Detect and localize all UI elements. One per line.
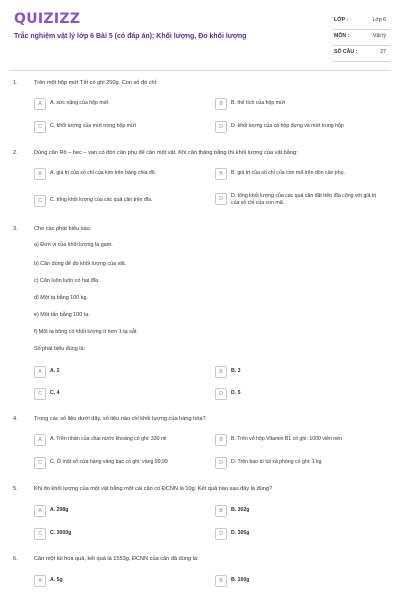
option-letter-box: B bbox=[215, 168, 227, 180]
option-text: B. giá trị của số chỉ của con mã trên đòn cân phụ. bbox=[231, 170, 345, 176]
option-text: C. tổng khối lượng của các quả cân trên đĩa. bbox=[50, 197, 153, 203]
question-number: 6. bbox=[13, 556, 18, 562]
option-letter-box: D bbox=[215, 528, 227, 540]
meta-value: Lớp 6 bbox=[372, 17, 386, 23]
option-text: A. sức nặng của hộp mứt bbox=[50, 100, 109, 106]
option-letter-box: D bbox=[215, 457, 227, 469]
option-text: D. tổng khối lượng của các quả cân đặt trên đĩa cộng với giá trị của số chỉ của con mã. bbox=[231, 193, 377, 206]
option-letter-box: A bbox=[34, 434, 46, 446]
option-text: A. 298g bbox=[50, 507, 69, 513]
option-text: D. 5 bbox=[231, 390, 241, 396]
statement-c: c) Cân luôn luôn có hai đĩa. bbox=[34, 278, 100, 284]
statement-f: f) Một tạ bông có khối lượng ít hơn 1 tạ sắt. bbox=[34, 329, 138, 335]
option-text: B. 100g bbox=[231, 577, 250, 583]
statement-prompt: Số phát biểu đúng là: bbox=[34, 346, 85, 352]
question-text: Dùng cân Rô – bec – van có đòn cân phụ để cân một vật. Khi cân thăng bằng thì khối lượng của vật bằng: bbox=[34, 150, 298, 156]
question-number: 1. bbox=[13, 80, 18, 86]
meta-label: LỚP : bbox=[334, 17, 349, 23]
statement-b: b) Cân dùng để đo khối lượng của vật. bbox=[34, 261, 127, 267]
option-letter-box: C bbox=[34, 457, 46, 469]
question-number: 2. bbox=[13, 150, 18, 156]
option-letter-box: B bbox=[215, 575, 227, 587]
question-text: Cho các phát biểu sau: bbox=[34, 226, 92, 232]
meta-row-subject bbox=[332, 30, 390, 46]
option-letter-box: C bbox=[34, 195, 46, 207]
meta-row-count bbox=[332, 46, 390, 62]
option-text: C. khối lượng của mứt trong hộp mứt bbox=[50, 123, 136, 129]
option-letter-box: B bbox=[215, 366, 227, 378]
option-text: D. 305g bbox=[231, 530, 250, 536]
option-letter-box: A bbox=[34, 98, 46, 110]
option-letter-box: C bbox=[34, 388, 46, 400]
option-text: B. Trên vỏ hộp Vitamin B1 có ghi: 1000 viên nén bbox=[231, 436, 342, 442]
question-text: Trên một hộp mứt Tết có ghi 250g. Con số đó chỉ: bbox=[34, 80, 158, 86]
meta-label: SỐ CÂU : bbox=[334, 49, 358, 55]
option-text: A. 5g bbox=[50, 577, 63, 583]
option-text: B. 302g bbox=[231, 507, 250, 513]
option-text: D. khối lượng của cả hộp đựng và mứt trong hộp bbox=[231, 123, 344, 129]
option-letter-box: B bbox=[215, 98, 227, 110]
option-letter-box: B bbox=[215, 434, 227, 446]
page-title: Trắc nghiệm vật lý lớp 6 Bài 5 (có đáp án): Khối lượng, Đo khối lượng bbox=[14, 33, 247, 40]
option-text: B. 3 bbox=[231, 368, 241, 374]
option-text: A. Trên nhãn của chai nước khoáng có ghi: 330 ml bbox=[50, 436, 167, 442]
meta-table bbox=[332, 14, 390, 62]
option-letter-box: D bbox=[215, 388, 227, 400]
option-text: A. 2 bbox=[50, 368, 60, 374]
question-text: Trong các số liệu dưới đây, số liệu nào chỉ khối lượng của hàng hóa? bbox=[34, 416, 206, 422]
option-letter-box: A bbox=[34, 505, 46, 517]
option-text: D. Trên bao bì túi xà phòng có ghi: 1 kg bbox=[231, 459, 322, 465]
option-letter-box: A bbox=[34, 366, 46, 378]
option-letter-box: D bbox=[215, 121, 227, 133]
statement-e: e) Một tấn bằng 100 tạ. bbox=[34, 312, 90, 318]
statement-d: d) Một tạ bằng 100 kg. bbox=[34, 295, 88, 301]
question-text: Cân một túi hoa quả, kết quả là 1553g. ĐCNN của cân đã dùng là: bbox=[34, 556, 199, 562]
question-number: 5. bbox=[13, 486, 18, 492]
option-text: C. 3000g bbox=[50, 530, 72, 536]
option-text: C. 4 bbox=[50, 390, 60, 396]
option-text: B. thể tích của hộp mứt bbox=[231, 100, 285, 106]
meta-row-class bbox=[332, 14, 390, 30]
question-text: Khi đo khối lượng của một vật bằng một cái cân có ĐCNN là 10g. Kết quả nào sau đây là đúng? bbox=[34, 486, 273, 492]
option-text: A. giá trị của số chỉ của kim trên bảng chia độ. bbox=[50, 170, 157, 176]
worksheet-header bbox=[0, 0, 400, 66]
option-letter-box: C bbox=[34, 528, 46, 540]
header-divider bbox=[10, 70, 390, 71]
option-letter-box: A bbox=[34, 575, 46, 587]
option-letter-box: C bbox=[34, 121, 46, 133]
meta-label: MÔN : bbox=[334, 33, 350, 39]
meta-value: Vật lý bbox=[373, 33, 386, 39]
option-letter-box: B bbox=[215, 505, 227, 517]
question-number: 3. bbox=[13, 226, 18, 232]
quizizz-logo: QUIZIZZ bbox=[14, 11, 81, 27]
option-letter-box: A bbox=[34, 168, 46, 180]
option-letter-box: D bbox=[215, 193, 227, 205]
option-text: C. Ở một số cửa hàng vàng bạc có ghi: vàng 99,99 bbox=[50, 459, 168, 465]
statement-a: a) Đơn vị của khối lượng là gam. bbox=[34, 242, 113, 248]
question-number: 4. bbox=[13, 416, 18, 422]
meta-value: 27 bbox=[380, 49, 386, 55]
